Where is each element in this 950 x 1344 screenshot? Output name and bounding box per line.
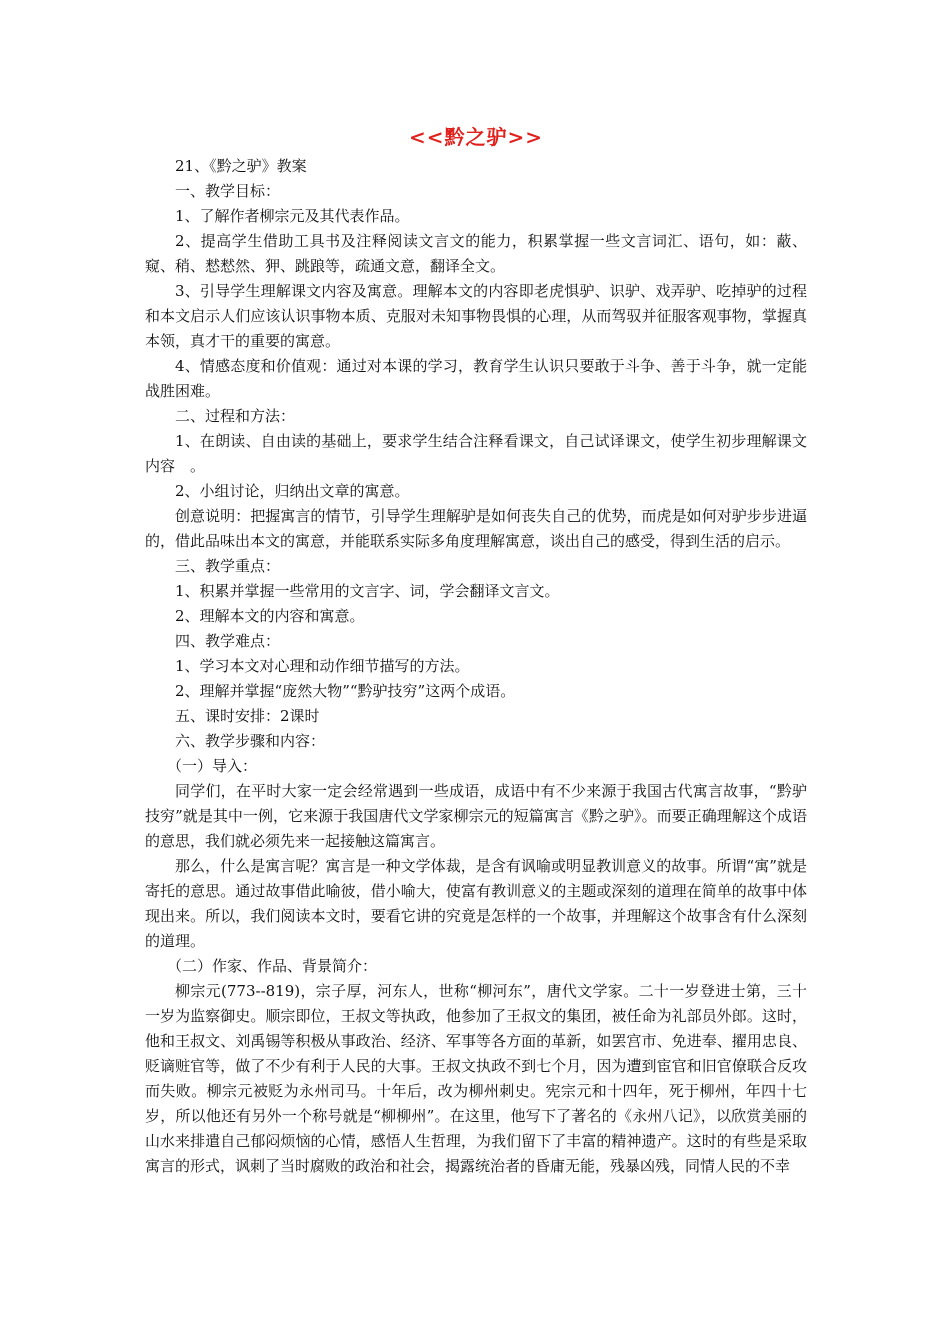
step-intro-heading: （一）导入： [167,757,258,775]
section-heading-goals: 一、教学目标： [175,182,281,200]
process-item-1: 1、在朗读、自由读的基础上，要求学生结合注释看课文，自己试译课文，使学生初步理解课文内容 。 [145,432,807,475]
goal-item-1: 1、了解作者柳宗元及其代表作品。 [175,207,410,225]
intro-paragraph-2: 那么，什么是寓言呢？寓言是一种文学体裁，是含有讽喻或明显教训意义的故事。所谓“寓”就是寄托的意思。通过故事借此喻彼，借小喻大，使富有教训意义的主题或深刻的道理在简单的故事中体现出来。所以，我们阅读本文时，要看它讲的究竟是怎样的一个故事，并理解这个故事含有什么深刻的道理。 [145,857,807,950]
section-heading-steps: 六、教学步骤和内容： [175,732,326,750]
difficulty-1: 1、学习本文对心理和动作细节描写的方法。 [175,657,470,675]
goal-item-4: 4、情感态度和价值观：通过对本课的学习，教育学生认识只要敢于斗争、善于斗争，就一定能战胜困难。 [145,357,807,400]
goal-item-3: 3、引导学生理解课文内容及寓意。理解本文的内容即老虎惧驴、识驴、戏弄驴、吃掉驴的过程和本文启示人们应该认识事物本质、克服对未知事物畏惧的心理，从而驾驭并征服客观事物，掌握真本领，真才干的重要的寓意。 [145,282,807,350]
document-title: <<黔之驴>> [408,125,544,149]
key-point-1: 1、积累并掌握一些常用的文言字、词，学会翻译文言文。 [175,582,560,600]
step-author-heading: （二）作家、作品、背景简介： [167,957,378,975]
key-point-2: 2、理解本文的内容和寓意。 [175,607,365,625]
schedule: 五、课时安排：2课时 [175,707,320,725]
author-paragraph: 柳宗元(773--819)，宗子厚，河东人，世称“柳河东”，唐代文学家。二十一岁登进士第，三十一岁为监察御史。顺宗即位，王叔文等执政，他参加了王叔文的集团，被任命为礼部员外郎。这时，他和王叔文、刘禹锡等积极从事政治、经济、军事等各方面的革新，如罢宫市、免进奉、擢用忠良、贬谪赃官等，做了不少有利于人民的大事。王叔文执政不到七个月，因为遭到宦官和旧官僚联合反攻而失败。柳宗元被贬为永州司马。十年后，改为柳州刺史。宪宗元和十四年，死于柳州，年四十七岁，所以他还有另外一个称号就是“柳柳州”。在这里，他写下了著名的《永州八记》，以欣赏美丽的山水来排遣自己郁闷烦恼的心情，感悟人生哲理，为我们留下了丰富的精神遗产。这时的有些是采取寓言的形式，讽刺了当时腐败的政治和社会，揭露统治者的昏庸无能，残暴凶残，同情人民的不幸 [145,982,807,1175]
document-page [145,122,807,1179]
difficulty-2: 2、理解并掌握“庞然大物”“黔驴技穷”这两个成语。 [175,682,516,700]
section-heading-process: 二、过程和方法： [175,407,296,425]
lesson-heading: 21、《黔之驴》教案 [175,157,307,175]
section-heading-key-points: 三、教学重点： [175,557,281,575]
design-note: 创意说明：把握寓言的情节，引导学生理解驴是如何丧失自己的优势，而虎是如何对驴步步进逼的，借此品味出本文的寓意，并能联系实际多角度理解寓意，谈出自己的感受，得到生活的启示。 [145,507,807,550]
process-item-2: 2、小组讨论，归纳出文章的寓意。 [175,482,410,500]
goal-item-2: 2、提高学生借助工具书及注释阅读文言文的能力，积累掌握一些文言词汇、语句，如：蔽、窥、稍、慭慭然、狎、跳踉等，疏通文意，翻译全文。 [145,232,807,275]
intro-paragraph-1: 同学们，在平时大家一定会经常遇到一些成语，成语中有不少来源于我国古代寓言故事，“黔驴技穷”就是其中一例，它来源于我国唐代文学家柳宗元的短篇寓言《黔之驴》。而要正确理解这个成语的意思，我们就必须先来一起接触这篇寓言。 [145,782,807,850]
section-heading-difficulties: 四、教学难点： [175,632,281,650]
